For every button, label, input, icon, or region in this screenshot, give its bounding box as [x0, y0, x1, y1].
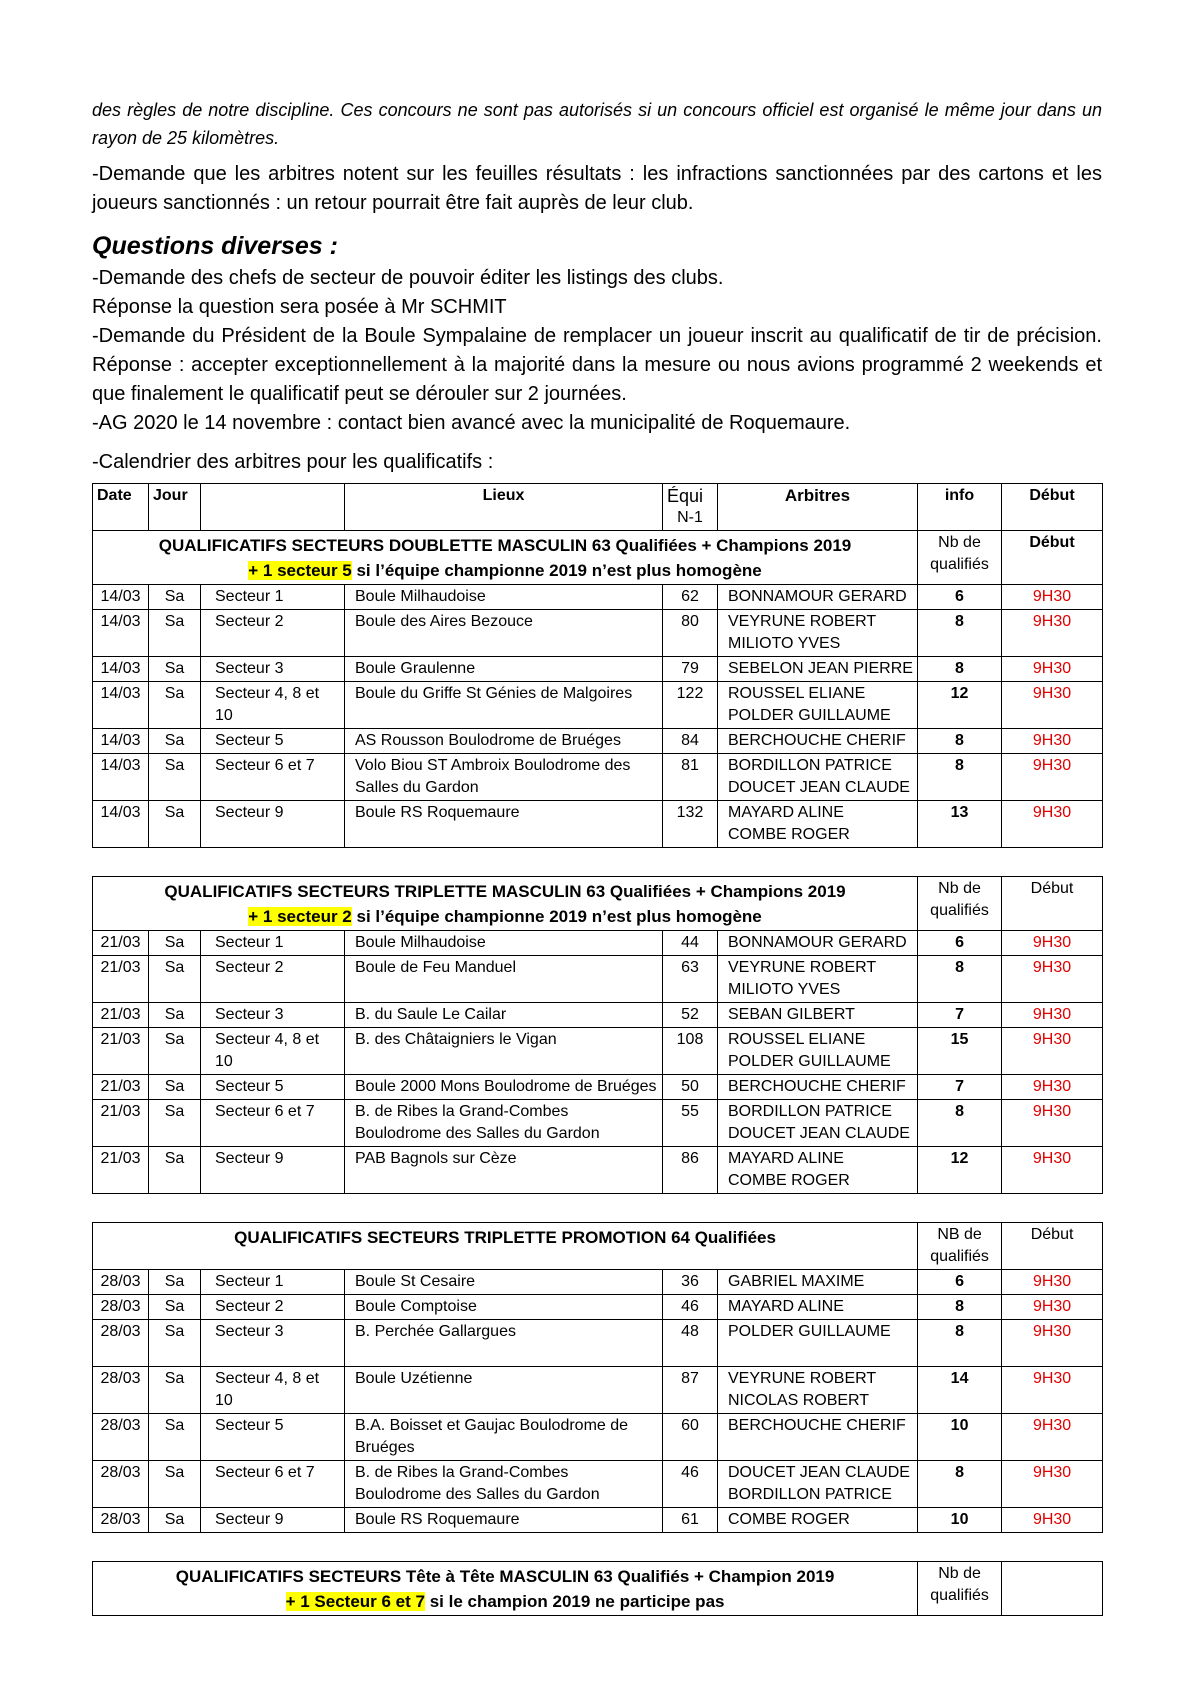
- row-jour: Sa: [149, 1367, 201, 1414]
- row-secteur: Secteur 3: [201, 1003, 345, 1028]
- row-arbitres: [718, 1414, 918, 1461]
- row-arbitre-name: MAYARD ALINE: [728, 804, 844, 821]
- row-secteur: Secteur 9: [201, 801, 345, 848]
- row-arbitre-name: MILIOTO YVES: [728, 635, 841, 652]
- row-lieu: Boule du Griffe St Génies de Malgoires: [345, 682, 663, 729]
- table-row: [93, 657, 1103, 682]
- row-arbitre-name: GABRIEL MAXIME: [728, 1273, 865, 1290]
- section-title-line2: [97, 904, 913, 929]
- row-lieu: AS Rousson Boulodrome de Bruéges: [345, 729, 663, 754]
- row-arbitre-name: [728, 1343, 913, 1365]
- row-equi: 46: [663, 1461, 718, 1508]
- row-lieu: Boule 2000 Mons Boulodrome de Bruéges: [345, 1075, 663, 1100]
- row-nb-qualifies: 8: [918, 754, 1002, 801]
- row-arbitres: [718, 956, 918, 1003]
- qualifier-table-4: [92, 1561, 1103, 1616]
- row-jour: Sa: [149, 1075, 201, 1100]
- row-nb-qualifies: 6: [918, 1270, 1002, 1295]
- row-secteur: Secteur 4, 8 et 10: [201, 1028, 345, 1075]
- row-arbitre-name: SEBAN GILBERT: [728, 1006, 855, 1023]
- table-row: [93, 1414, 1103, 1461]
- row-arbitre-name: BERCHOUCHE CHERIF: [728, 1078, 906, 1095]
- header-info: info: [918, 484, 1002, 531]
- row-lieu: B. de Ribes la Grand-Combes Boulodrome des Salles du Gardon: [345, 1461, 663, 1508]
- questions-heading: Questions diverses :: [92, 232, 338, 260]
- row-arbitre-name: ROUSSEL ELIANE: [728, 1031, 866, 1048]
- row-arbitre-name: COMBE ROGER: [728, 826, 850, 843]
- row-date: 21/03: [93, 1147, 149, 1194]
- row-lieu: B. des Châtaigniers le Vigan: [345, 1028, 663, 1075]
- section-title-line2: [97, 558, 913, 583]
- row-arbitre-name: MAYARD ALINE: [728, 1150, 844, 1167]
- table-row: [93, 1075, 1103, 1100]
- row-date: 14/03: [93, 682, 149, 729]
- row-lieu: B. de Ribes la Grand-Combes Boulodrome des Salles du Gardon: [345, 1100, 663, 1147]
- row-date: 28/03: [93, 1295, 149, 1320]
- row-date: 14/03: [93, 585, 149, 610]
- row-arbitres: [718, 931, 918, 956]
- question-line-2: Réponse la question sera posée à Mr SCHMIT: [92, 296, 507, 318]
- row-debut: 9H30: [1002, 1320, 1103, 1367]
- row-debut: 9H30: [1002, 682, 1103, 729]
- row-debut: 9H30: [1002, 1414, 1103, 1461]
- row-arbitres: [718, 1320, 918, 1367]
- row-arbitres: [718, 1147, 918, 1194]
- row-arbitres: [718, 1367, 918, 1414]
- qualifier-table-2: [92, 876, 1103, 1194]
- row-arbitres: [718, 1270, 918, 1295]
- row-date: 28/03: [93, 1461, 149, 1508]
- section-debut-label: [1002, 1562, 1103, 1616]
- row-debut: 9H30: [1002, 657, 1103, 682]
- intro-italic-text: des règles de notre discipline. Ces concours ne sont pas autorisés si un concours officiel est organisé le même jour dans un rayon de 25 kilomètres.: [92, 100, 1102, 148]
- row-arbitre-name: DOUCET JEAN CLAUDE: [728, 779, 910, 796]
- row-equi: 79: [663, 657, 718, 682]
- row-arbitre-name: VEYRUNE ROBERT: [728, 1370, 877, 1387]
- row-equi: 132: [663, 801, 718, 848]
- row-arbitres: [718, 1100, 918, 1147]
- row-jour: Sa: [149, 1508, 201, 1533]
- row-jour: Sa: [149, 1320, 201, 1367]
- row-nb-qualifies: 6: [918, 585, 1002, 610]
- table-row: [93, 610, 1103, 657]
- row-secteur: Secteur 6 et 7: [201, 1461, 345, 1508]
- row-arbitres: [718, 1075, 918, 1100]
- qualifier-tables: [92, 483, 1102, 1616]
- row-arbitre-name: POLDER GUILLAUME: [728, 1323, 891, 1340]
- row-arbitre-name: COMBE ROGER: [728, 1172, 850, 1189]
- qualifier-table-3: [92, 1222, 1103, 1533]
- row-arbitre-name: COMBE ROGER: [728, 1511, 850, 1528]
- qualifier-table-1: [92, 483, 1103, 848]
- row-arbitre-name: DOUCET JEAN CLAUDE: [728, 1464, 910, 1481]
- row-secteur: Secteur 1: [201, 1270, 345, 1295]
- row-lieu: Boule Graulenne: [345, 657, 663, 682]
- row-equi: 63: [663, 956, 718, 1003]
- row-arbitres: [718, 1508, 918, 1533]
- row-debut: 9H30: [1002, 1461, 1103, 1508]
- row-secteur: Secteur 2: [201, 1295, 345, 1320]
- row-arbitre-name: BERCHOUCHE CHERIF: [728, 1417, 906, 1434]
- row-arbitre-name: DOUCET JEAN CLAUDE: [728, 1125, 910, 1142]
- section-title-rest: si l’équipe championne 2019 n’est plus homogène: [351, 561, 762, 580]
- row-nb-qualifies: 8: [918, 1461, 1002, 1508]
- section-title-rest: si l’équipe championne 2019 n’est plus homogène: [351, 907, 762, 926]
- row-equi: 80: [663, 610, 718, 657]
- row-jour: Sa: [149, 1270, 201, 1295]
- row-arbitre-name: MAYARD ALINE: [728, 1298, 844, 1315]
- calendar-intro: -Calendrier des arbitres pour les qualificatifs :: [92, 451, 494, 473]
- row-lieu: Boule RS Roquemaure: [345, 1508, 663, 1533]
- row-jour: Sa: [149, 1414, 201, 1461]
- row-nb-qualifies: 8: [918, 956, 1002, 1003]
- row-equi: 87: [663, 1367, 718, 1414]
- row-lieu: Volo Biou ST Ambroix Boulodrome des Salles du Gardon: [345, 754, 663, 801]
- section-title-highlight: + 1 secteur 2: [248, 907, 352, 926]
- table-row: [93, 1100, 1103, 1147]
- table-row: [93, 1028, 1103, 1075]
- row-jour: Sa: [149, 1028, 201, 1075]
- row-arbitres: [718, 585, 918, 610]
- table-row: [93, 1003, 1103, 1028]
- row-nb-qualifies: 7: [918, 1003, 1002, 1028]
- section-title-highlight: + 1 secteur 5: [248, 561, 352, 580]
- row-arbitre-name: VEYRUNE ROBERT: [728, 959, 877, 976]
- header-empty: [201, 484, 345, 531]
- section-title-line1: QUALIFICATIFS SECTEURS TRIPLETTE MASCULIN 63 Qualifiées + Champions 2019: [164, 882, 846, 901]
- row-arbitre-name: MILIOTO YVES: [728, 981, 841, 998]
- row-date: 21/03: [93, 1100, 149, 1147]
- row-debut: 9H30: [1002, 801, 1103, 848]
- arbitres-paragraph: -Demande que les arbitres notent sur les feuilles résultats : les infractions sanctionnées par des cartons et les joueurs sanctionnés : un retour pourrait être fait auprès de leur club.: [92, 163, 1102, 214]
- row-secteur: Secteur 5: [201, 1414, 345, 1461]
- row-jour: Sa: [149, 1003, 201, 1028]
- row-nb-qualifies: 10: [918, 1508, 1002, 1533]
- section-title-line1: QUALIFICATIFS SECTEURS DOUBLETTE MASCULIN 63 Qualifiées + Champions 2019: [158, 536, 852, 555]
- table-row: [93, 682, 1103, 729]
- section-debut-label: Début: [1002, 877, 1103, 931]
- section-debut-label: Début: [1002, 531, 1103, 585]
- row-nb-qualifies: 6: [918, 931, 1002, 956]
- row-equi: 108: [663, 1028, 718, 1075]
- row-equi: 86: [663, 1147, 718, 1194]
- row-date: 21/03: [93, 1003, 149, 1028]
- row-debut: 9H30: [1002, 610, 1103, 657]
- header-jour: Jour: [149, 484, 201, 531]
- row-equi: 48: [663, 1320, 718, 1367]
- row-arbitre-name: VEYRUNE ROBERT: [728, 613, 877, 630]
- row-debut: 9H30: [1002, 1075, 1103, 1100]
- row-nb-qualifies: 12: [918, 1147, 1002, 1194]
- row-jour: Sa: [149, 729, 201, 754]
- section-title-row: [93, 1223, 1103, 1270]
- row-equi: 84: [663, 729, 718, 754]
- row-debut: 9H30: [1002, 1367, 1103, 1414]
- question-line-3: -Demande du Président de la Boule Sympalaine de remplacer un joueur inscrit au qualificatif de tir de précision. Réponse : accepter exceptionnellement à la majorité dans la mesure ou nous avions programmé 2 weekends et que finalement le qualificatif peut se dérouler sur 2 journées.: [92, 325, 1102, 405]
- row-nb-qualifies: 7: [918, 1075, 1002, 1100]
- row-nb-qualifies: 8: [918, 1320, 1002, 1367]
- row-arbitre-name: BONNAMOUR GERARD: [728, 588, 907, 605]
- row-equi: 81: [663, 754, 718, 801]
- row-equi: 60: [663, 1414, 718, 1461]
- row-lieu: Boule des Aires Bezouce: [345, 610, 663, 657]
- row-secteur: Secteur 1: [201, 585, 345, 610]
- header-arbitres: Arbitres: [718, 484, 918, 531]
- section-title-row: [93, 877, 1103, 931]
- row-debut: 9H30: [1002, 729, 1103, 754]
- section-title-cell: [93, 1223, 918, 1270]
- section-title-highlight: + 1 Secteur 6 et 7: [285, 1592, 425, 1611]
- row-debut: 9H30: [1002, 1295, 1103, 1320]
- section-title-cell: [93, 877, 918, 931]
- row-secteur: Secteur 3: [201, 657, 345, 682]
- row-debut: 9H30: [1002, 754, 1103, 801]
- question-line-4: -AG 2020 le 14 novembre : contact bien avancé avec la municipalité de Roquemaure.: [92, 412, 851, 434]
- row-secteur: Secteur 3: [201, 1320, 345, 1367]
- table-row: [93, 1461, 1103, 1508]
- row-arbitre-name: POLDER GUILLAUME: [728, 1053, 891, 1070]
- table-row: [93, 754, 1103, 801]
- row-arbitre-name: POLDER GUILLAUME: [728, 707, 891, 724]
- row-equi: 50: [663, 1075, 718, 1100]
- table-row: [93, 1270, 1103, 1295]
- row-arbitres: [718, 1461, 918, 1508]
- row-date: 14/03: [93, 754, 149, 801]
- row-date: 21/03: [93, 1075, 149, 1100]
- row-nb-qualifies: 12: [918, 682, 1002, 729]
- row-lieu: Boule St Cesaire: [345, 1270, 663, 1295]
- section-title-cell: [93, 531, 918, 585]
- section-title-rest: si le champion 2019 ne participe pas: [424, 1592, 725, 1611]
- row-arbitres: [718, 1295, 918, 1320]
- header-equi: [663, 484, 718, 531]
- question-line-1: -Demande des chefs de secteur de pouvoir éditer les listings des clubs.: [92, 267, 724, 289]
- table-row: [93, 801, 1103, 848]
- row-nb-qualifies: 13: [918, 801, 1002, 848]
- row-secteur: Secteur 6 et 7: [201, 754, 345, 801]
- row-nb-qualifies: 14: [918, 1367, 1002, 1414]
- row-debut: 9H30: [1002, 1003, 1103, 1028]
- table-row: [93, 1320, 1103, 1367]
- row-secteur: Secteur 2: [201, 610, 345, 657]
- row-equi: 61: [663, 1508, 718, 1533]
- row-arbitres: [718, 801, 918, 848]
- section-title-line2: [97, 1589, 913, 1614]
- table-row: [93, 931, 1103, 956]
- row-debut: 9H30: [1002, 956, 1103, 1003]
- row-lieu: Boule RS Roquemaure: [345, 801, 663, 848]
- row-date: 14/03: [93, 610, 149, 657]
- row-debut: 9H30: [1002, 931, 1103, 956]
- row-arbitres: [718, 1028, 918, 1075]
- row-arbitre-name: NICOLAS ROBERT: [728, 1392, 870, 1409]
- section-nb-label: Nb de qualifiés: [918, 531, 1002, 585]
- table-row: [93, 956, 1103, 1003]
- section-title-row: [93, 531, 1103, 585]
- row-date: 28/03: [93, 1270, 149, 1295]
- row-nb-qualifies: 8: [918, 610, 1002, 657]
- row-secteur: Secteur 1: [201, 931, 345, 956]
- row-arbitre-name: BONNAMOUR GERARD: [728, 934, 907, 951]
- row-date: 14/03: [93, 801, 149, 848]
- row-arbitre-name: BORDILLON PATRICE: [728, 1103, 892, 1120]
- header-equi-label: Équi: [667, 486, 704, 506]
- section-title-line1: QUALIFICATIFS SECTEURS TRIPLETTE PROMOTION 64 Qualifiées: [234, 1228, 776, 1247]
- row-equi: 55: [663, 1100, 718, 1147]
- row-arbitres: [718, 610, 918, 657]
- row-equi: 52: [663, 1003, 718, 1028]
- row-arbitre-name: BERCHOUCHE CHERIF: [728, 732, 906, 749]
- row-lieu: Boule Milhaudoise: [345, 585, 663, 610]
- row-lieu: B. Perchée Gallargues: [345, 1320, 663, 1367]
- row-debut: 9H30: [1002, 1270, 1103, 1295]
- row-jour: Sa: [149, 585, 201, 610]
- row-jour: Sa: [149, 801, 201, 848]
- table-row: [93, 585, 1103, 610]
- row-secteur: Secteur 5: [201, 1075, 345, 1100]
- row-nb-qualifies: 10: [918, 1414, 1002, 1461]
- row-jour: Sa: [149, 682, 201, 729]
- section-title-row: [93, 1562, 1103, 1616]
- row-date: 28/03: [93, 1320, 149, 1367]
- row-arbitres: [718, 754, 918, 801]
- row-equi: 62: [663, 585, 718, 610]
- row-debut: 9H30: [1002, 585, 1103, 610]
- section-debut-label: Début: [1002, 1223, 1103, 1270]
- row-arbitres: [718, 729, 918, 754]
- row-arbitres: [718, 682, 918, 729]
- row-jour: Sa: [149, 754, 201, 801]
- section-title-cell: [93, 1562, 918, 1616]
- row-lieu: Boule Milhaudoise: [345, 931, 663, 956]
- row-secteur: Secteur 5: [201, 729, 345, 754]
- row-jour: Sa: [149, 956, 201, 1003]
- row-date: 14/03: [93, 657, 149, 682]
- table-row: [93, 1508, 1103, 1533]
- row-debut: 9H30: [1002, 1147, 1103, 1194]
- section-nb-label: Nb de qualifiés: [918, 1562, 1002, 1616]
- row-date: 21/03: [93, 956, 149, 1003]
- header-n1-label: N-1: [677, 509, 703, 526]
- row-arbitre-name: ROUSSEL ELIANE: [728, 685, 866, 702]
- document-page: [92, 96, 1102, 1616]
- row-date: 14/03: [93, 729, 149, 754]
- row-arbitres: [718, 657, 918, 682]
- row-lieu: PAB Bagnols sur Cèze: [345, 1147, 663, 1194]
- row-nb-qualifies: 8: [918, 657, 1002, 682]
- row-lieu: Boule Uzétienne: [345, 1367, 663, 1414]
- row-date: 28/03: [93, 1367, 149, 1414]
- row-jour: Sa: [149, 1100, 201, 1147]
- table-row: [93, 729, 1103, 754]
- row-lieu: B. du Saule Le Cailar: [345, 1003, 663, 1028]
- row-nb-qualifies: 15: [918, 1028, 1002, 1075]
- row-jour: Sa: [149, 657, 201, 682]
- row-equi: 122: [663, 682, 718, 729]
- row-secteur: Secteur 9: [201, 1508, 345, 1533]
- row-secteur: Secteur 2: [201, 956, 345, 1003]
- row-date: 21/03: [93, 931, 149, 956]
- row-secteur: Secteur 4, 8 et 10: [201, 682, 345, 729]
- section-title-line1: QUALIFICATIFS SECTEURS Tête à Tête MASCULIN 63 Qualifiés + Champion 2019: [175, 1567, 835, 1586]
- row-lieu: Boule Comptoise: [345, 1295, 663, 1320]
- row-arbitre-name: BORDILLON PATRICE: [728, 1486, 892, 1503]
- section-nb-label: NB de qualifiés: [918, 1223, 1002, 1270]
- row-debut: 9H30: [1002, 1100, 1103, 1147]
- table-row: [93, 1295, 1103, 1320]
- row-date: 21/03: [93, 1028, 149, 1075]
- row-arbitre-name: BORDILLON PATRICE: [728, 757, 892, 774]
- row-equi: 46: [663, 1295, 718, 1320]
- row-jour: Sa: [149, 610, 201, 657]
- header-date: Date: [93, 484, 149, 531]
- row-jour: Sa: [149, 1147, 201, 1194]
- row-secteur: Secteur 6 et 7: [201, 1100, 345, 1147]
- header-debut: Début: [1002, 484, 1103, 531]
- row-arbitres: [718, 1003, 918, 1028]
- row-date: 28/03: [93, 1508, 149, 1533]
- table-row: [93, 1147, 1103, 1194]
- table-row: [93, 1367, 1103, 1414]
- section-nb-label: Nb de qualifiés: [918, 877, 1002, 931]
- table-header-row: [93, 484, 1103, 531]
- row-lieu: B.A. Boisset et Gaujac Boulodrome de Bruéges: [345, 1414, 663, 1461]
- row-debut: 9H30: [1002, 1508, 1103, 1533]
- row-equi: 36: [663, 1270, 718, 1295]
- header-lieux: Lieux: [345, 484, 663, 531]
- row-secteur: Secteur 9: [201, 1147, 345, 1194]
- row-nb-qualifies: 8: [918, 729, 1002, 754]
- row-lieu: Boule de Feu Manduel: [345, 956, 663, 1003]
- row-secteur: Secteur 4, 8 et 10: [201, 1367, 345, 1414]
- row-debut: 9H30: [1002, 1028, 1103, 1075]
- row-equi: 44: [663, 931, 718, 956]
- row-arbitre-name: SEBELON JEAN PIERRE: [728, 660, 913, 677]
- row-jour: Sa: [149, 1461, 201, 1508]
- row-jour: Sa: [149, 1295, 201, 1320]
- row-date: 28/03: [93, 1414, 149, 1461]
- row-nb-qualifies: 8: [918, 1295, 1002, 1320]
- row-jour: Sa: [149, 931, 201, 956]
- row-nb-qualifies: 8: [918, 1100, 1002, 1147]
